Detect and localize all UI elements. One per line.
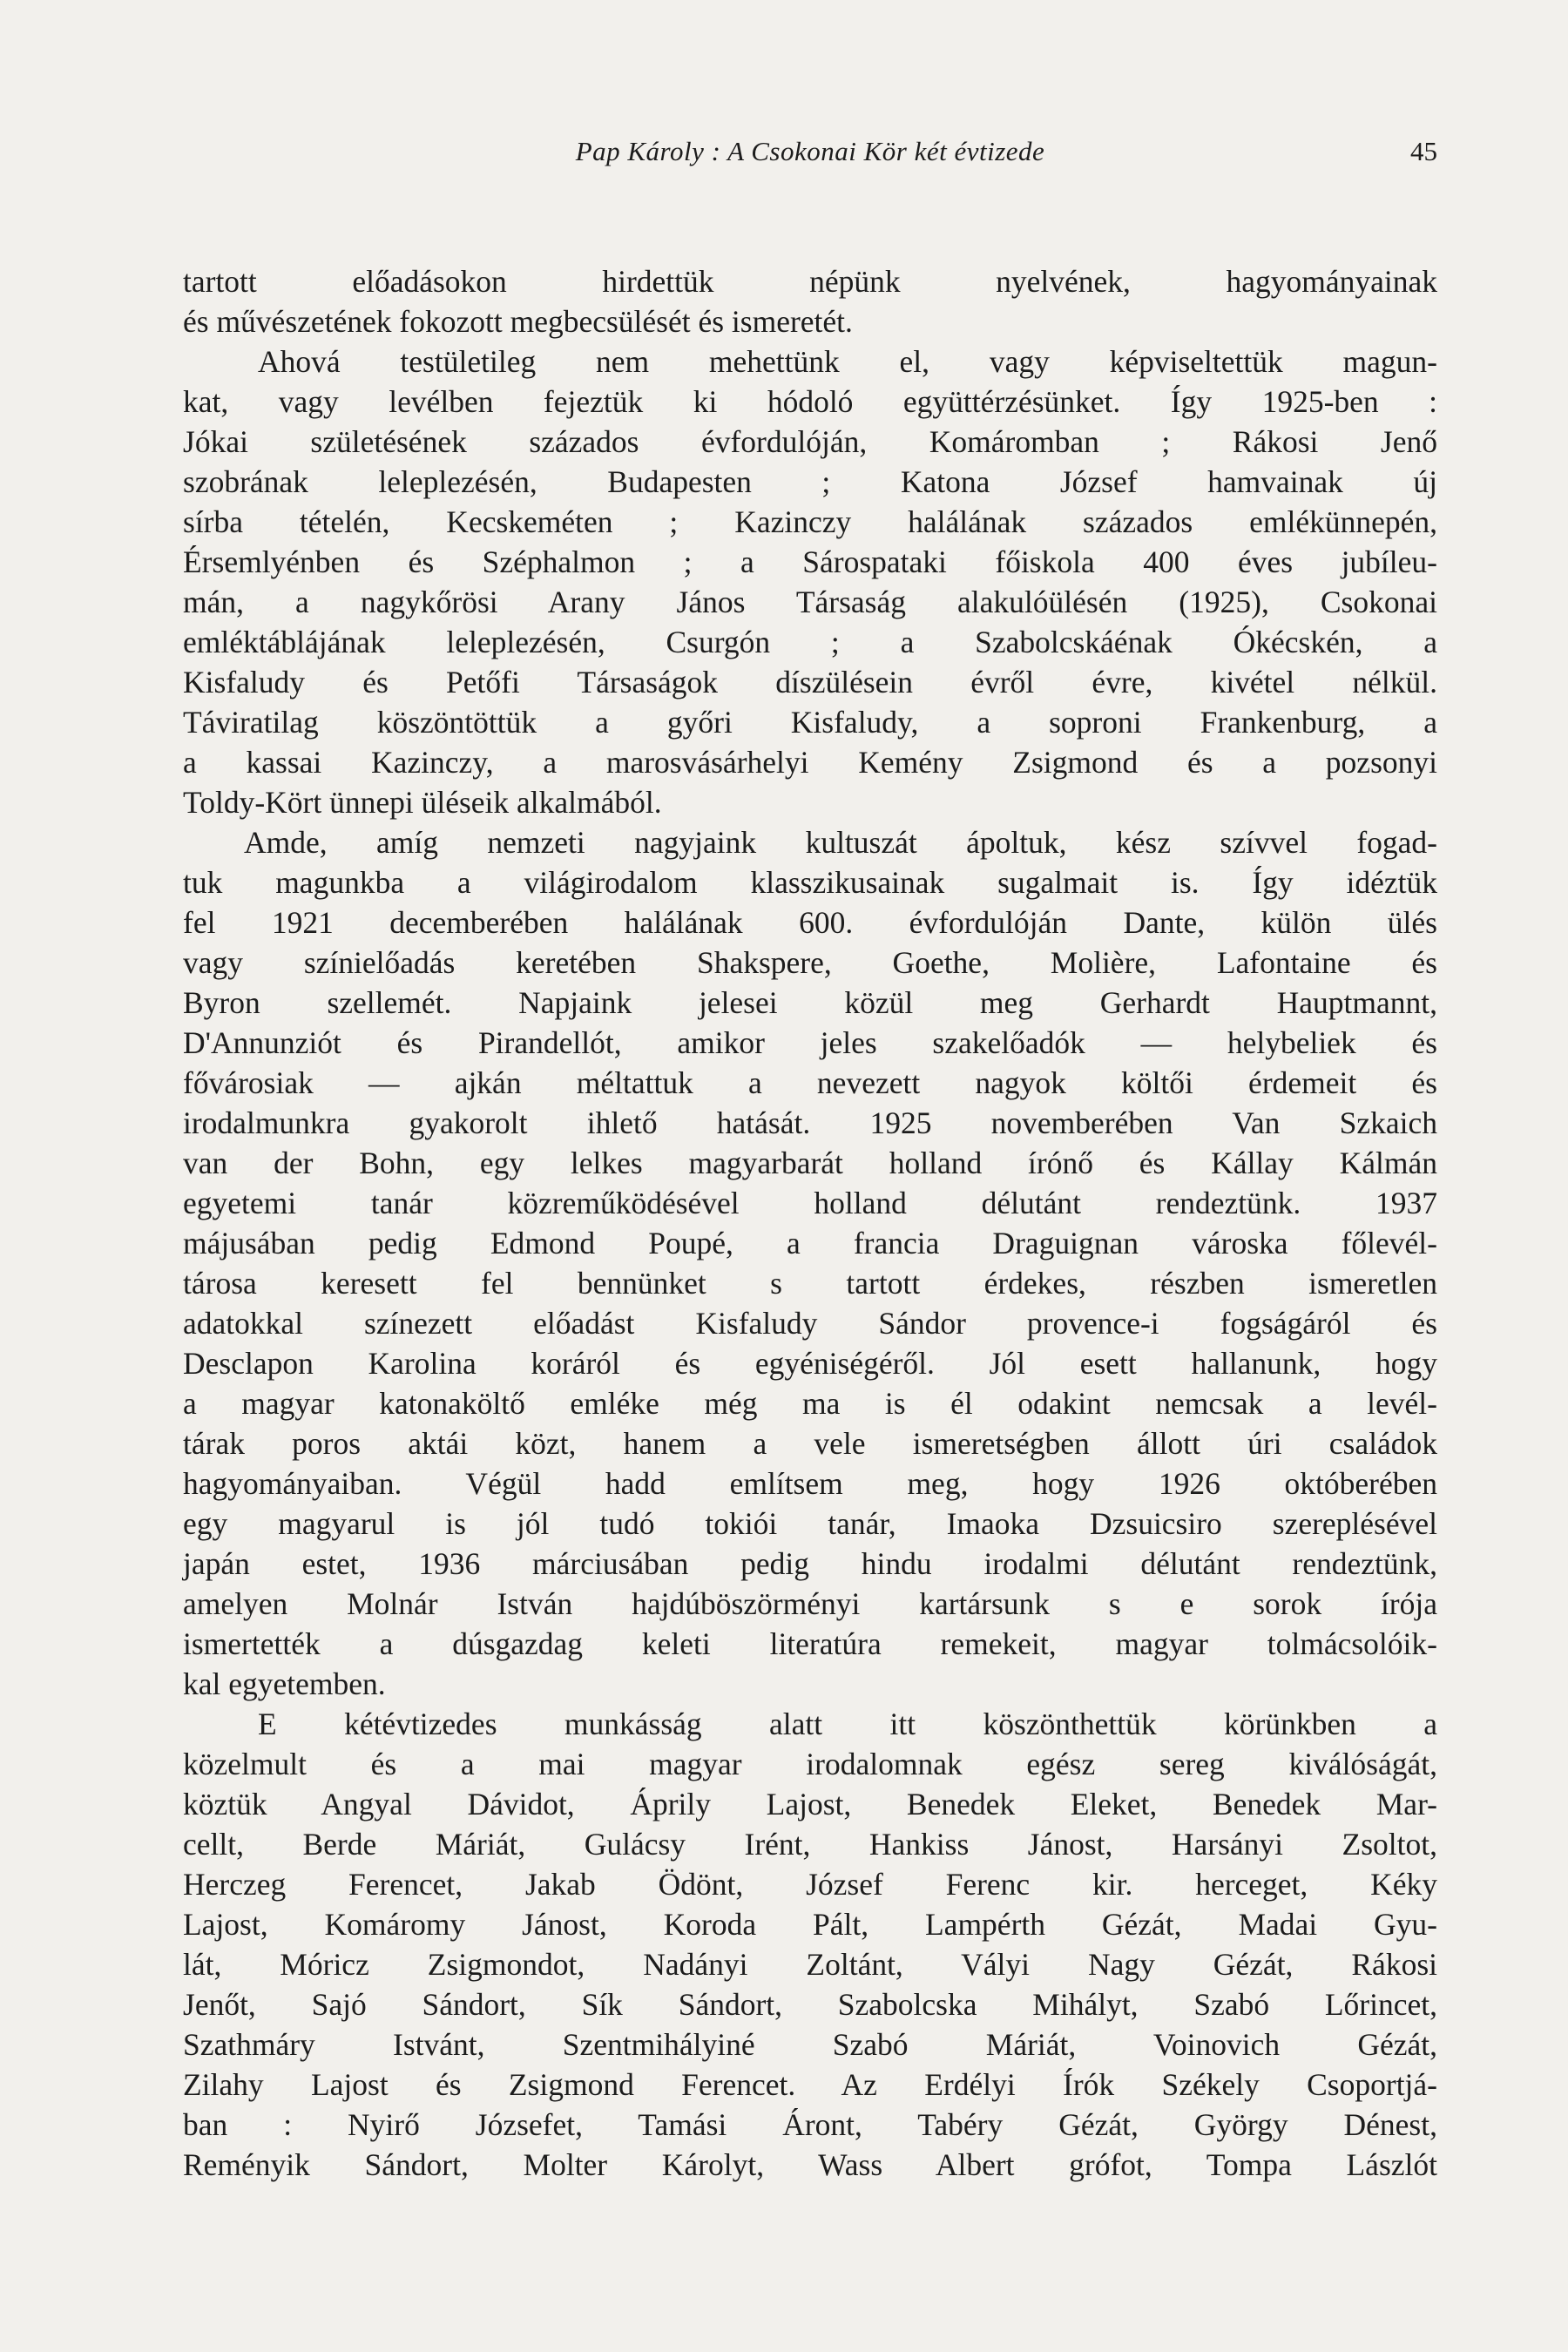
text-line: sírba tételén, Kecskeméten ; Kazinczy halálának százados emlékünnepén, — [183, 504, 1437, 539]
text-line: Reményik Sándort, Molter Károlyt, Wass Albert grófot, Tompa Lászlót — [183, 2147, 1437, 2182]
text-line: Desclapon Karolina koráról és egyéniségéről. Jól esett hallanunk, hogy — [183, 1346, 1437, 1381]
text-line: tárosa keresett fel bennünket s tartott érdekes, részben ismeretlen — [183, 1266, 1437, 1301]
page-header — [183, 136, 1437, 185]
text-line: a kassai Kazinczy, a marosvásárhelyi Kemény Zsigmond és a pozsonyi — [183, 745, 1437, 780]
text-line: a magyar katonaköltő emléke még ma is él odakint nemcsak a levél- — [183, 1386, 1437, 1421]
text-line: Érsemlyénben és Széphalmon ; a Sárospataki főiskola 400 éves jubíleu- — [183, 544, 1437, 579]
text-line: Ahová testületileg nem mehettünk el, vagy képviseltettük magun- — [258, 344, 1437, 379]
text-line: Jenőt, Sajó Sándort, Sík Sándort, Szabolcska Mihályt, Szabó Lőrincet, — [183, 1987, 1437, 2022]
text-line: tuk magunkba a világirodalom klasszikusainak sugalmait is. Így idéztük — [183, 865, 1437, 900]
text-line: kat, vagy levélben fejeztük ki hódoló együttérzésünket. Így 1925-ben : — [183, 384, 1437, 419]
text-line: Jókai születésének százados évfordulóján, Komáromban ; Rákosi Jenő — [183, 424, 1437, 459]
text-line: vagy színielőadás keretében Shakspere, Goethe, Molière, Lafontaine és — [183, 945, 1437, 980]
text-line: köztük Angyal Dávidot, Áprily Lajost, Benedek Eleket, Benedek Mar- — [183, 1787, 1437, 1821]
text-line: fel 1921 decemberében halálának 600. évfordulóján Dante, külön ülés — [183, 905, 1437, 940]
text-line: Zilahy Lajost és Zsigmond Ferencet. Az Erdélyi Írók Székely Csoportjá- — [183, 2067, 1437, 2102]
text-line: közelmult és a mai magyar irodalomnak egész sereg kiválóságát, — [183, 1747, 1437, 1781]
text-line: lát, Móricz Zsigmondot, Nadányi Zoltánt, Vályi Nagy Gézát, Rákosi — [183, 1947, 1437, 1982]
text-line: Herczeg Ferencet, Jakab Ödönt, József Ferenc kir. herceget, Kéky — [183, 1867, 1437, 1902]
running-title: Pap Károly : A Csokonai Kör két évtizede — [575, 136, 1045, 166]
text-line: ismertették a dúsgazdag keleti literatúra remekeit, magyar tolmácsolóik- — [183, 1626, 1437, 1661]
text-line: egyetemi tanár közreműködésével holland délutánt rendeztünk. 1937 — [183, 1186, 1437, 1220]
text-line: tartott előadásokon hirdettük népünk nyelvének, hagyományainak — [183, 264, 1437, 299]
text-line: Táviratilag köszöntöttük a győri Kisfaludy, a soproni Frankenburg, a — [183, 705, 1437, 740]
text-line: D'Annunziót és Pirandellót, amikor jeles szakelőadók — helybeliek és — [183, 1025, 1437, 1060]
text-line: mán, a nagykőrösi Arany János Társaság alakulóülésén (1925), Csokonai — [183, 585, 1437, 619]
text-line: adatokkal színezett előadást Kisfaludy Sándor provence-i fogságáról és — [183, 1306, 1437, 1341]
text-line: fővárosiak — ajkán méltattuk a nevezett nagyok költői érdemeit és — [183, 1065, 1437, 1100]
text-line: Byron szellemét. Napjaink jelesei közül meg Gerhardt Hauptmannt, — [183, 985, 1437, 1020]
text-line: emléktáblájának leleplezésén, Csurgón ; a Szabolcskáénak Ókécskén, a — [183, 625, 1437, 659]
text-line: kal egyetemben. — [183, 1666, 386, 1701]
page-number: 45 — [1410, 136, 1437, 166]
text-line: egy magyarul is jól tudó tokiói tanár, Imaoka Dzsuicsiro szereplésével — [183, 1506, 1437, 1541]
text-line: japán estet, 1936 márciusában pedig hindu irodalmi délutánt rendeztünk, — [183, 1546, 1437, 1581]
text-line: Szathmáry Istvánt, Szentmihályiné Szabó Máriát, Voinovich Gézát, — [183, 2027, 1437, 2062]
text-line: Toldy-Kört ünnepi üléseik alkalmából. — [183, 785, 662, 820]
text-line: és művészetének fokozott megbecsülését és ismeretét. — [183, 304, 853, 339]
text-line: van der Bohn, egy lelkes magyarbarát holland írónő és Kállay Kálmán — [183, 1146, 1437, 1180]
text-line: tárak poros aktái közt, hanem a vele ismeretségben állott úri családok — [183, 1426, 1437, 1461]
text-line: szobrának leleplezésén, Budapesten ; Katona József hamvainak új — [183, 464, 1437, 499]
text-line: irodalmunkra gyakorolt ihlető hatását. 1925 novemberében Van Szkaich — [183, 1105, 1437, 1140]
text-line: E kétévtizedes munkásság alatt itt köszönthettük körünkben a — [258, 1707, 1437, 1741]
text-line: Lajost, Komáromy Jánost, Koroda Pált, Lampérth Gézát, Madai Gyu- — [183, 1907, 1437, 1942]
body-text — [183, 261, 1437, 2185]
text-line: Kisfaludy és Petőfi Társaságok díszülésein évről évre, kivétel nélkül. — [183, 665, 1437, 700]
text-line: májusában pedig Edmond Poupé, a francia Draguignan városka főlevél- — [183, 1226, 1437, 1260]
text-line: cellt, Berde Máriát, Gulácsy Irént, Hankiss Jánost, Harsányi Zsoltot, — [183, 1827, 1437, 1862]
text-line: Amde, amíg nemzeti nagyjaink kultuszát ápoltuk, kész szívvel fogad- — [244, 825, 1437, 860]
text-line: amelyen Molnár István hajdúböszörményi kartársunk s e sorok írója — [183, 1586, 1437, 1621]
text-line: hagyományaiban. Végül hadd említsem meg, hogy 1926 októberében — [183, 1466, 1437, 1501]
text-line: ban : Nyirő Józsefet, Tamási Áront, Tabéry Gézát, György Dénest, — [183, 2107, 1437, 2142]
